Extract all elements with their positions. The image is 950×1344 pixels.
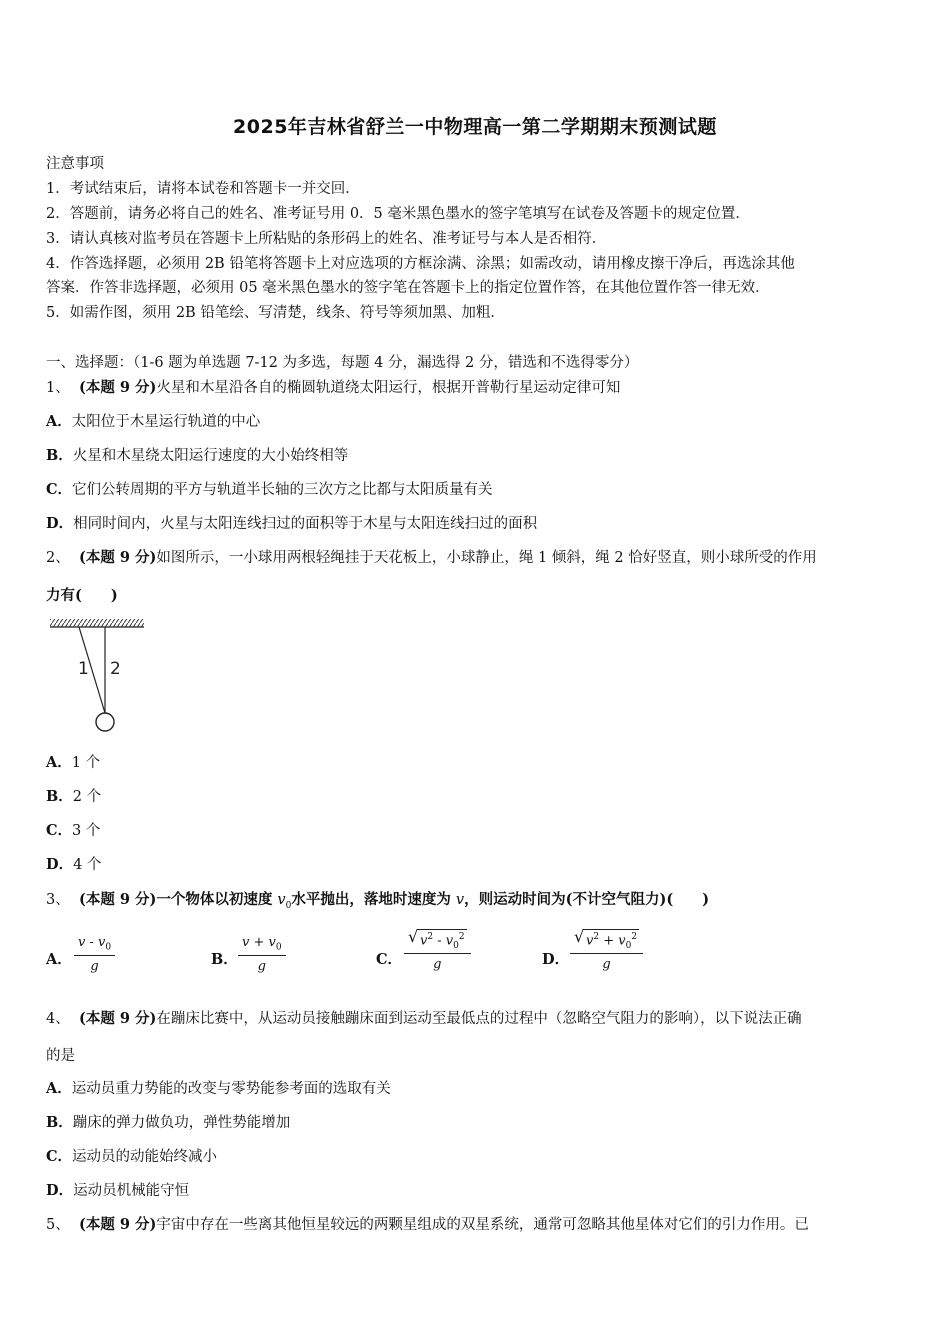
section-heading: 一、选择题：（1-6 题为单选题 7-12 为多选，每题 4 分，漏选得 2 分，错选和不选得零分）: [46, 355, 639, 371]
question-2: [46, 546, 817, 567]
option-b: B．蹦床的弹力做负功，弹性势能增加: [46, 1114, 291, 1131]
option-d-formula: √ $v^2 + v_0^2$ g: [570, 929, 643, 972]
question-score: (本题 9 分): [78, 549, 157, 566]
question-number: 4、: [46, 1011, 70, 1027]
ball: [96, 713, 114, 731]
notice-heading: 注意事项: [46, 156, 104, 172]
option-a: A．运动员重力势能的改变与零势能参考面的选取有关: [46, 1080, 391, 1097]
option-a: A．1 个: [46, 754, 101, 771]
question-number: 1、: [46, 380, 70, 396]
question-stem: 如图所示，一小球用两根轻绳挂于天花板上，小球静止，绳 1 倾斜，绳 2 恰好竖直，则小球所受的作用: [156, 550, 817, 566]
question-stem: 宇宙中存在一些离其他恒星较远的两颗星组成的双星系统，通常可忽略其他星体对它们的引力作用。已: [156, 1217, 809, 1233]
ceiling-hatch: [50, 619, 144, 627]
question-number: 2、: [46, 550, 70, 566]
option-b-formula: $\frac{v + v_0}{g}$: [238, 935, 286, 974]
option-d-label: D．: [542, 951, 570, 968]
question-score: (本题 9 分): [78, 891, 157, 908]
option-c: C．运动员的动能始终减小: [46, 1148, 218, 1165]
notice-item: 1．考试结束后，请将本试卷和答题卡一并交回．: [46, 181, 360, 197]
option-d: D．运动员机械能守恒: [46, 1182, 190, 1199]
question-stem-continued: 力有( ): [46, 587, 118, 604]
question-stem: 火星和木星沿各自的椭圆轨道绕太阳运行，根据开普勒行星运动定律可知: [156, 380, 621, 396]
notice-item: 5．如需作图，须用 2B 铅笔绘、写清楚，线条、符号等须加黑、加粗．: [46, 305, 505, 321]
question-score: (本题 9 分): [78, 1216, 157, 1233]
option-c: C．它们公转周期的平方与轨道半长轴的三次方之比都与太阳质量有关: [46, 481, 493, 498]
option-d: D．4 个: [46, 856, 102, 873]
option-c: C．3 个: [46, 822, 101, 839]
question-4: [46, 1007, 802, 1028]
question-number: 3、: [46, 892, 70, 908]
question-score: (本题 9 分): [78, 1010, 157, 1027]
question-3: 3、 (本题 9 分)一个物体以初速度 $v_0$水平抛出，落地时速度为 v，则运动时间为(不计空气阻力)( ): [46, 891, 710, 911]
notice-item: 2．答题前，请务必将自己的姓名、准考证号用 0．5 毫米黑色墨水的签字笔填写在试卷及答题卡的规定位置．: [46, 206, 750, 222]
option-a: A．太阳位于木星运行轨道的中心: [46, 413, 261, 430]
question-number: 5、: [46, 1217, 70, 1233]
notice-item: 3．请认真核对监考员在答题卡上所粘贴的条形码上的姓名、准考证号与本人是否相符．: [46, 231, 607, 247]
hanging-ball-figure: [48, 617, 148, 735]
option-a-formula: $\frac{v - v_0}{g}$: [74, 935, 115, 974]
question-5: [46, 1213, 809, 1234]
option-b: B．火星和木星绕太阳运行速度的大小始终相等: [46, 447, 349, 464]
notice-item: 4．作答选择题，必须用 2B 铅笔将答题卡上对应选项的方框涂满、涂黑；如需改动，请用橡皮擦干净后，再选涂其他: [46, 256, 795, 272]
rope-1-label: 1: [78, 659, 89, 679]
option-b-label: B．: [211, 951, 238, 968]
option-b: B．2 个: [46, 788, 102, 805]
option-a-label: A．: [46, 951, 72, 968]
question-stem-continued: 的是: [46, 1048, 75, 1064]
option-d: D．相同时间内，火星与太阳连线扫过的面积等于木星与太阳连线扫过的面积: [46, 515, 538, 532]
notice-item: 答案．作答非选择题，必须用 05 毫米黑色墨水的签字笔在答题卡上的指定位置作答，在其他位置作答一律无效．: [46, 280, 770, 296]
question-stem: 在蹦床比赛中，从运动员接触蹦床面到运动至最低点的过程中（忽略空气阻力的影响），以下说法正确: [156, 1011, 802, 1027]
question-score: (本题 9 分): [78, 379, 157, 396]
rope-2-label: 2: [110, 659, 121, 679]
option-c-formula: √ $v^2 - v_0^2$ g: [404, 929, 471, 972]
page-title: 2025年吉林省舒兰一中物理高一第二学期期末预测试题: [233, 116, 717, 138]
question-1: [46, 376, 620, 397]
option-c-label: C．: [376, 951, 403, 968]
